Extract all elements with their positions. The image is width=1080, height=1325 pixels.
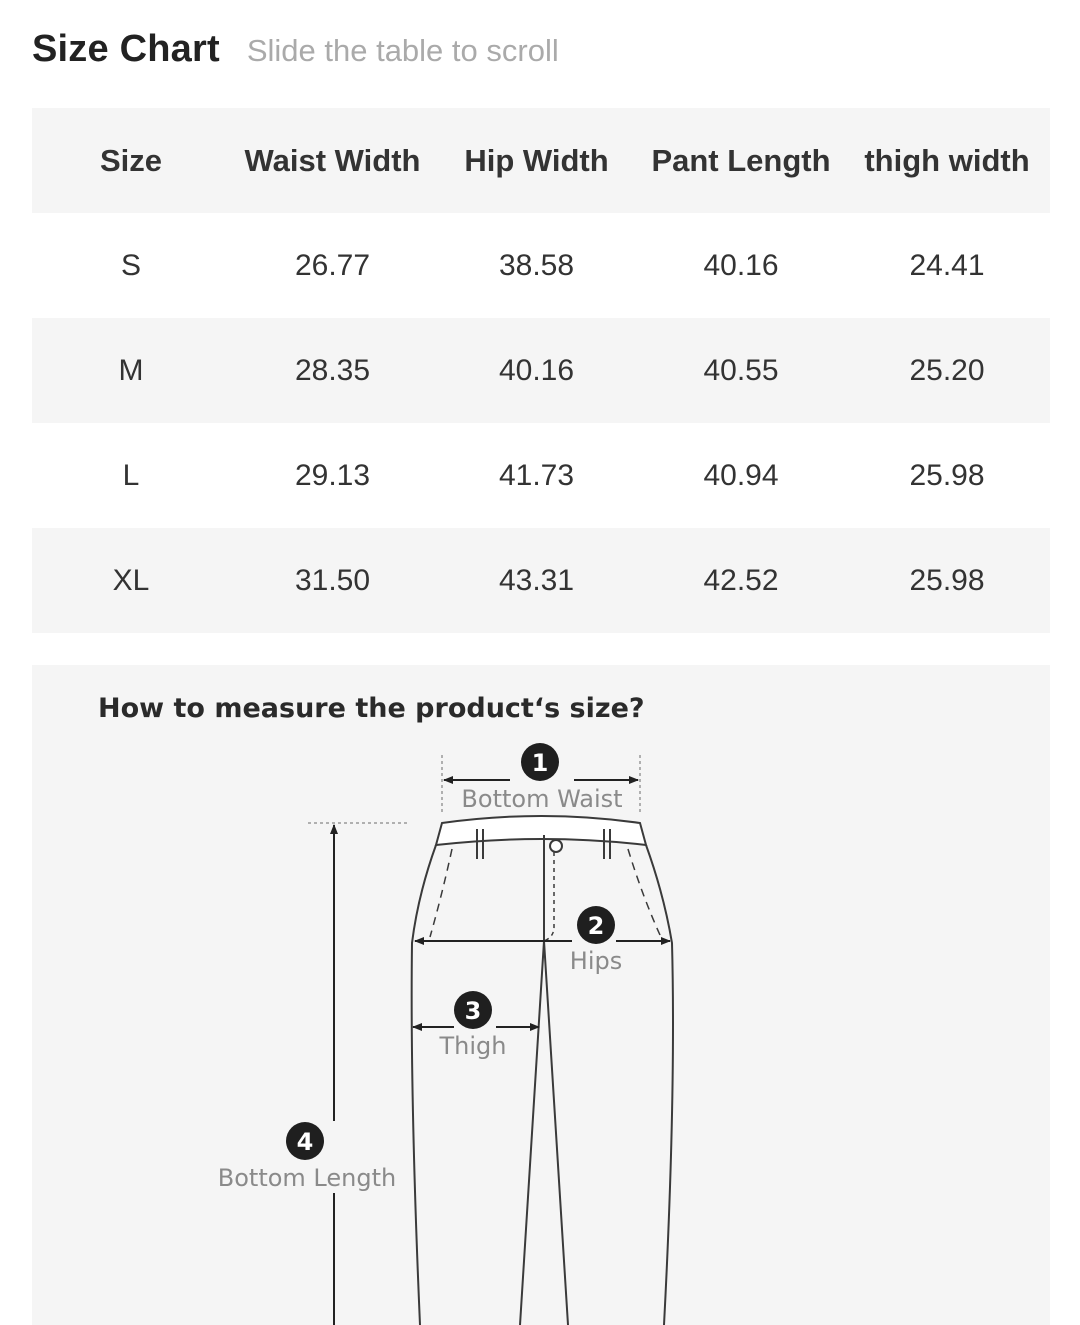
table-cell-size: S — [120, 248, 141, 282]
table-cell: 42.52 — [703, 563, 779, 597]
table-cell: 25.98 — [909, 563, 985, 597]
measurement-guide — [32, 665, 1050, 1325]
column-header-thigh-width: thigh width — [864, 142, 1030, 178]
table-cell: 24.41 — [909, 248, 985, 282]
table-cell: 38.58 — [498, 248, 575, 282]
marker-2-label: Hips — [569, 947, 623, 975]
marker-3-number: 3 — [464, 997, 482, 1025]
table-cell: 40.55 — [703, 353, 779, 387]
table-cell: 29.13 — [294, 458, 371, 492]
marker-3-label: Thigh — [439, 1032, 507, 1060]
table-header-row — [32, 108, 1050, 213]
length-measure — [308, 823, 410, 1325]
table-row — [32, 528, 1050, 633]
pants-diagram — [32, 665, 1050, 1325]
column-header-size: Size — [99, 142, 163, 178]
page-title: Size Chart — [32, 28, 220, 70]
table-cell: 40.16 — [498, 353, 575, 387]
table-cell: 43.31 — [498, 563, 575, 597]
scroll-hint: Slide the table to scroll — [246, 33, 559, 68]
guide-title: How to measure the product‘s size? — [98, 693, 645, 724]
marker-1-label: Bottom Waist — [461, 785, 623, 813]
size-table — [32, 108, 1050, 633]
table-row — [32, 213, 1050, 318]
column-header-hip-width: Hip Width — [464, 142, 609, 178]
marker-4-number: 4 — [296, 1128, 314, 1156]
table-cell: 28.35 — [294, 353, 371, 387]
table-cell-size: M — [118, 353, 144, 387]
marker-1-number: 1 — [531, 749, 549, 777]
table-cell: 41.73 — [498, 458, 575, 492]
column-header-pant-length: Pant Length — [651, 142, 831, 178]
table-cell-size: L — [122, 458, 140, 492]
table-cell-size: XL — [112, 563, 150, 597]
marker-2-number: 2 — [587, 912, 605, 940]
table-cell: 40.16 — [703, 248, 779, 282]
size-table-scroller[interactable] — [32, 108, 1050, 633]
table-cell: 25.20 — [909, 353, 985, 387]
table-cell: 40.94 — [703, 458, 779, 492]
table-cell: 31.50 — [294, 563, 371, 597]
column-header-waist-width: Waist Width — [244, 142, 421, 178]
table-cell: 26.77 — [294, 248, 371, 282]
size-chart-header — [32, 28, 559, 80]
pants-outline — [412, 816, 673, 1325]
table-row — [32, 423, 1050, 528]
table-row — [32, 318, 1050, 423]
table-cell: 25.98 — [909, 458, 985, 492]
marker-4-label: Bottom Length — [217, 1164, 397, 1192]
